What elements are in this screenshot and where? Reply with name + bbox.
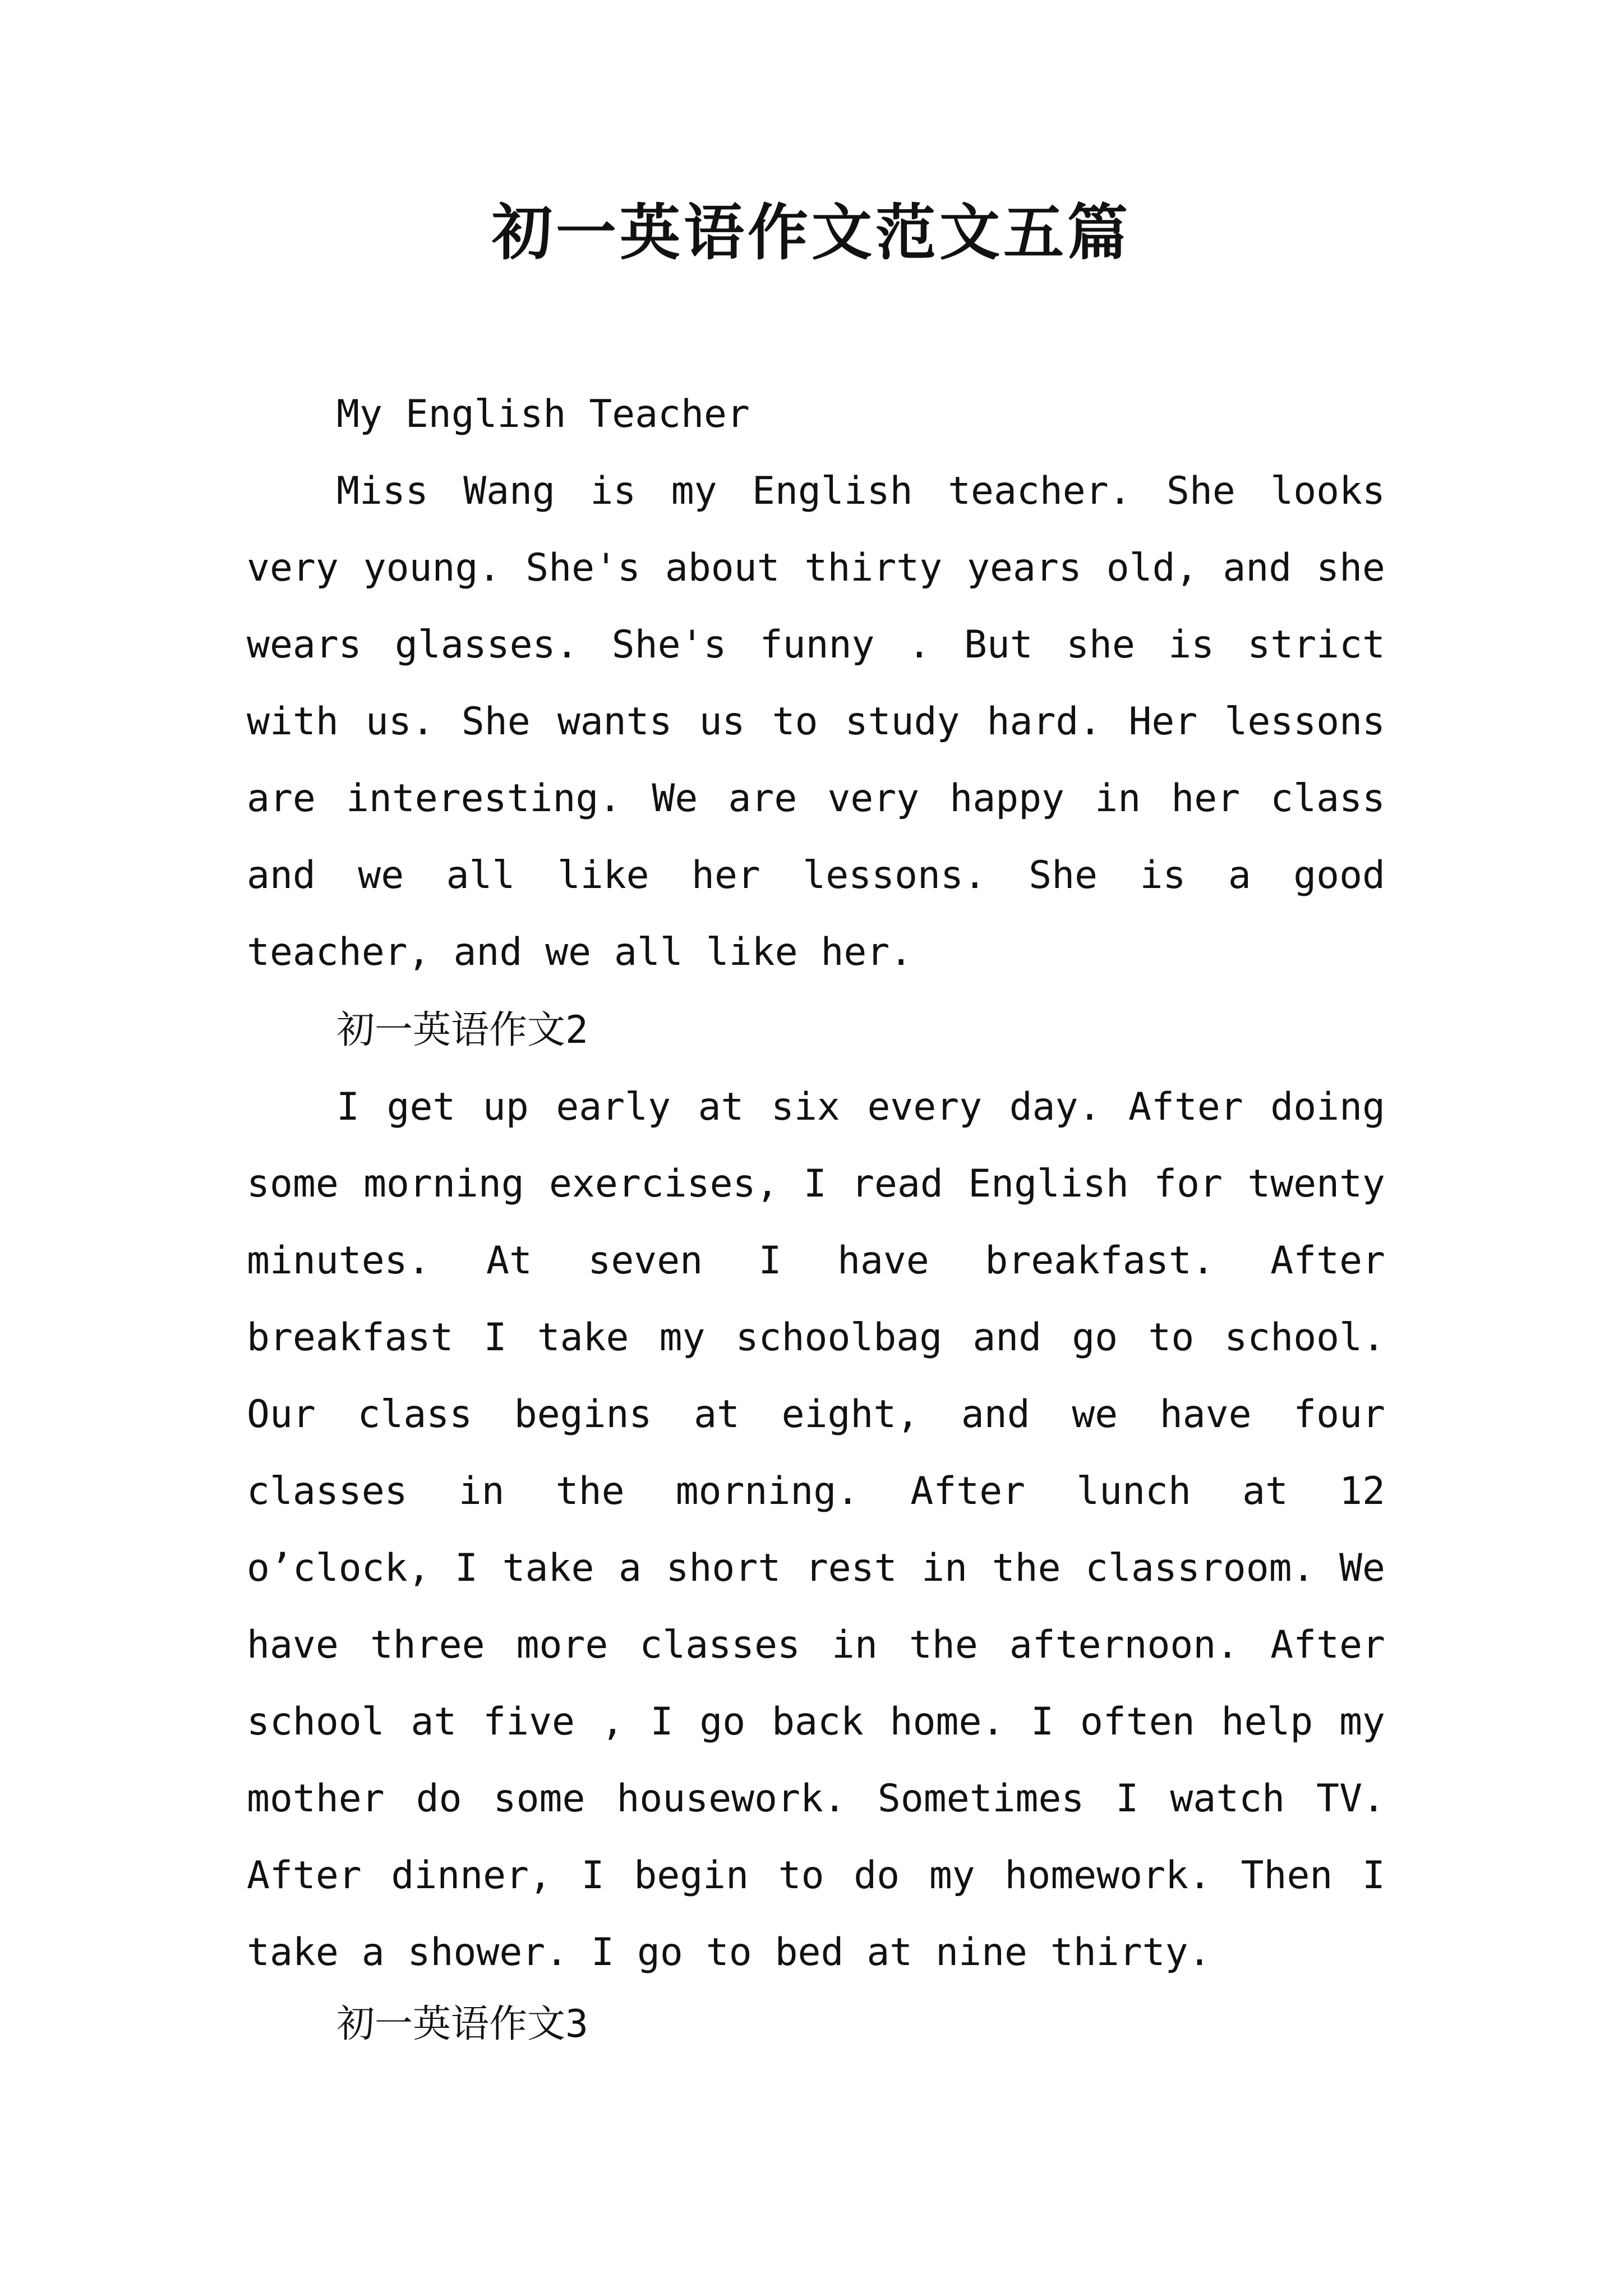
essay-1 [247,376,1385,991]
essay-3-heading: 初一英语作文3 [336,2002,588,2046]
essay-2-body: I get up early at six every day. After doing some morning exercises, I read English for twenty minutes. At seven I have breakfast. After breakfast I take my schoolbag and go to school. Our class begins at eight, and we have four classes in the morning. After lunch at 12 o’clock, I take a short rest in the classroom. We have three more classes in the afternoon. After school at five , I go back home. I often help my mother do some housework. Sometimes I watch TV. After dinner, I begin to do my homework. Then I take a shower. I go to bed at nine thirty. [247,1085,1385,1975]
essay-3 [247,1986,1385,2063]
essay-1-body: Miss Wang is my English teacher. She looks very young. She's about thirty years old, and she wears glasses. She's funny . But she is strict with us. She wants us to study hard. Her lessons are interesting. We are very happy in her class and we all like her lessons. She is a good teacher, and we all like her. [247,469,1385,974]
essay-2 [247,992,1385,1991]
essay-2-heading: 初一英语作文2 [336,1008,588,1052]
essay-1-heading: My English Teacher [336,392,750,436]
document-title: 初一英语作文范文五篇 [491,197,1131,268]
